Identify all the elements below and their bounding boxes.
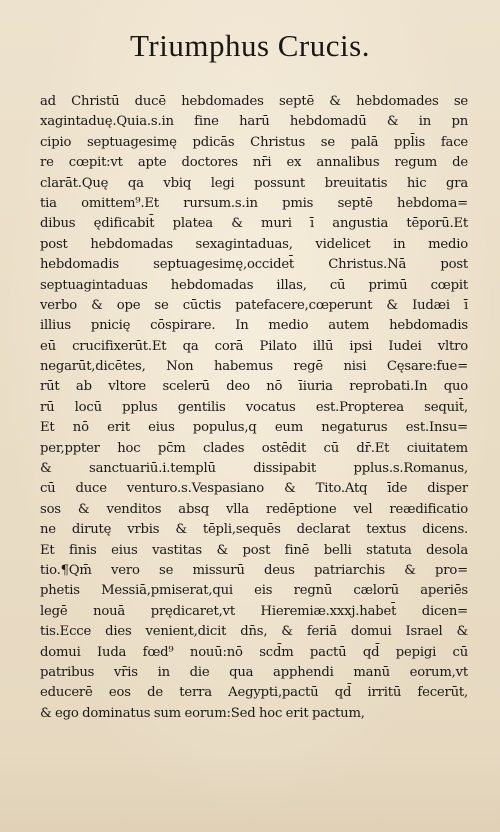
text-line: & ego dominatus sum eorum:Sed hoc erit pactum, bbox=[40, 705, 365, 721]
text-line: post hebdomadas sexagintaduas, videlicet in medio bbox=[40, 236, 468, 252]
page-shading bbox=[0, 752, 500, 832]
text-line: domui Iuda fœd⁹ nouū:nō scd̄m pactū qd̄ pepigi cū bbox=[40, 644, 468, 660]
text-line: educerē eos de terra Aegypti,pactū qd̄ irritū fecerūt, bbox=[40, 685, 468, 701]
text-line: eū crucifixerūt.Et qa corā Pilato illū ipsi Iudei vltro bbox=[40, 338, 468, 354]
text-line: rū locū pplus gentilis vocatus est.Propterea sequit̄, bbox=[40, 399, 468, 415]
text-block bbox=[40, 92, 468, 724]
text-line: ne dirutę vrbis & tēpli,sequēs declarat textus dicens. bbox=[40, 522, 468, 538]
text-line: verbo & ope se cūctis patefacere,cœperunt & Iudæi ī bbox=[40, 297, 468, 313]
text-line: septuagintaduas hebdomadas illas, cū primū cœpit bbox=[40, 277, 468, 293]
text-line: Et nō erit eius populus,q eum negaturus est.Insu= bbox=[40, 420, 468, 436]
text-line: cipio septuagesimę pdicās Christus se palā ppl̄is face bbox=[40, 134, 468, 150]
text-line: phetis Messiā,pmiserat,qui eis regnū cælorū aperiēs bbox=[40, 583, 468, 599]
running-head: Triumphus Crucis. bbox=[130, 28, 370, 63]
text-line: tia omittem⁹.Et rursum.s.in pmis septē hebdoma= bbox=[40, 195, 468, 211]
text-line: & sanctuariū.i.templū dissipabit pplus.s.Romanus, bbox=[40, 461, 468, 477]
text-line: negarūt,dicētes, Non habemus regē nisi Cęsare:fue= bbox=[40, 359, 468, 375]
text-line: per,ppter hoc pc̄m clades ostēdit cū dr̄.Et ciuitatem bbox=[40, 440, 468, 456]
text-line: clarāt.Quę qa vbiq legi possunt breuitatis hic gra bbox=[40, 175, 468, 191]
text-line: tis.Ecce dies venient,dicit dn̄s, & feriā domui Israel & bbox=[40, 624, 468, 640]
text-line: re cœpit:vt apte doctores nr̄i ex annalibus regum de bbox=[40, 155, 468, 171]
text-line: hebdomadis septuagesimę,occidet̄ Christus.Nā post bbox=[40, 257, 468, 273]
text-line: cū duce venturo.s.Vespasiano & Tito.Atq īde disper bbox=[40, 481, 468, 497]
text-line: legē nouā prędicaret,vt Hieremiæ.xxxj.habet̄ dicen= bbox=[40, 603, 468, 619]
text-line: rūt ab vltore scelerū deo nō īiuria reprobati.In quo bbox=[40, 379, 468, 395]
text-line: dibus ędificabit̄ platea & muri ī angustia tēporū.Et bbox=[40, 216, 468, 232]
text-line: sos & venditos absq vlla redēptione vel reædificatio bbox=[40, 501, 468, 517]
text-line: xagintaduę.Quia.s.in fine harū hebdomadū & in pn bbox=[40, 114, 468, 130]
text-line: illius pnicię cōspirare. In medio autem hebdomadis bbox=[40, 318, 468, 334]
text-line: tio.¶Qm̄ vero se missurū deus patriarchis & pro= bbox=[40, 562, 468, 578]
text-line: patribus vr̄is in die qua apphendi manū eorum,vt bbox=[40, 664, 468, 680]
text-line: ad Christū ducē hebdomades septē & hebdomades se bbox=[40, 94, 468, 109]
text-line: Et finis eius vastitas & post finē belli statuta desola bbox=[40, 542, 468, 558]
